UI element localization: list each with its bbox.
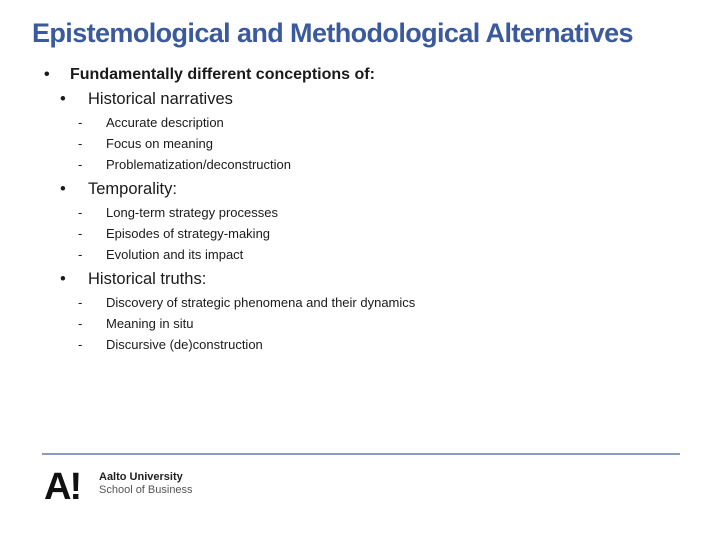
list-item <box>60 202 278 223</box>
section-historical-narratives <box>60 90 291 175</box>
dash-icon: - <box>78 337 83 352</box>
logo-mark-icon: A! <box>44 466 81 508</box>
dash-icon: - <box>78 295 83 310</box>
list-item <box>60 292 416 313</box>
list-item <box>60 133 233 154</box>
section-heading-text: Temporality: <box>88 180 177 198</box>
section-heading-text: Historical truths: <box>88 270 207 288</box>
list-item-text: Accurate description <box>106 115 224 130</box>
dash-icon: - <box>78 205 83 220</box>
bullet-icon: • <box>60 180 66 198</box>
logo-school-name: School of Business <box>99 484 193 496</box>
sub-list <box>60 112 291 175</box>
list-item-text: Episodes of strategy-making <box>106 226 271 241</box>
list-item-text: Long-term strategy processes <box>106 205 278 220</box>
bullet-icon: • <box>60 270 66 288</box>
slide-title: Epistemological and Methodological Alternatives <box>32 18 633 48</box>
section-heading <box>60 90 233 109</box>
dash-icon: - <box>78 226 83 241</box>
section-heading-text: Historical narratives <box>88 90 233 108</box>
section-temporality <box>60 180 278 265</box>
section-heading <box>60 180 177 199</box>
sub-list <box>60 202 278 265</box>
list-item <box>60 112 233 133</box>
sub-list <box>60 292 416 355</box>
footer-divider <box>42 453 680 455</box>
dash-icon: - <box>78 247 83 262</box>
main-point-text: Fundamentally different conceptions of: <box>70 66 375 83</box>
dash-icon: - <box>78 157 83 172</box>
list-item-text: Focus on meaning <box>106 136 213 151</box>
list-item <box>60 244 244 265</box>
list-item <box>60 223 271 244</box>
list-item <box>60 154 291 175</box>
list-item <box>60 313 206 334</box>
dash-icon: - <box>78 136 83 151</box>
list-item-text: Evolution and its impact <box>106 247 244 262</box>
bullet-icon: • <box>44 66 50 83</box>
list-item-text: Discovery of strategic phenomena and their dynamics <box>106 295 416 310</box>
bullet-icon: • <box>60 90 66 108</box>
list-item-text: Meaning in situ <box>106 316 194 331</box>
list-item-text: Problematization/deconstruction <box>106 157 291 172</box>
list-item <box>60 334 263 355</box>
section-heading <box>60 270 206 289</box>
section-historical-truths <box>60 270 416 355</box>
dash-icon: - <box>78 115 83 130</box>
list-item-text: Discursive (de)construction <box>106 337 263 352</box>
dash-icon: - <box>78 316 83 331</box>
logo-university-name: Aalto University <box>99 471 183 483</box>
main-point <box>44 66 375 84</box>
